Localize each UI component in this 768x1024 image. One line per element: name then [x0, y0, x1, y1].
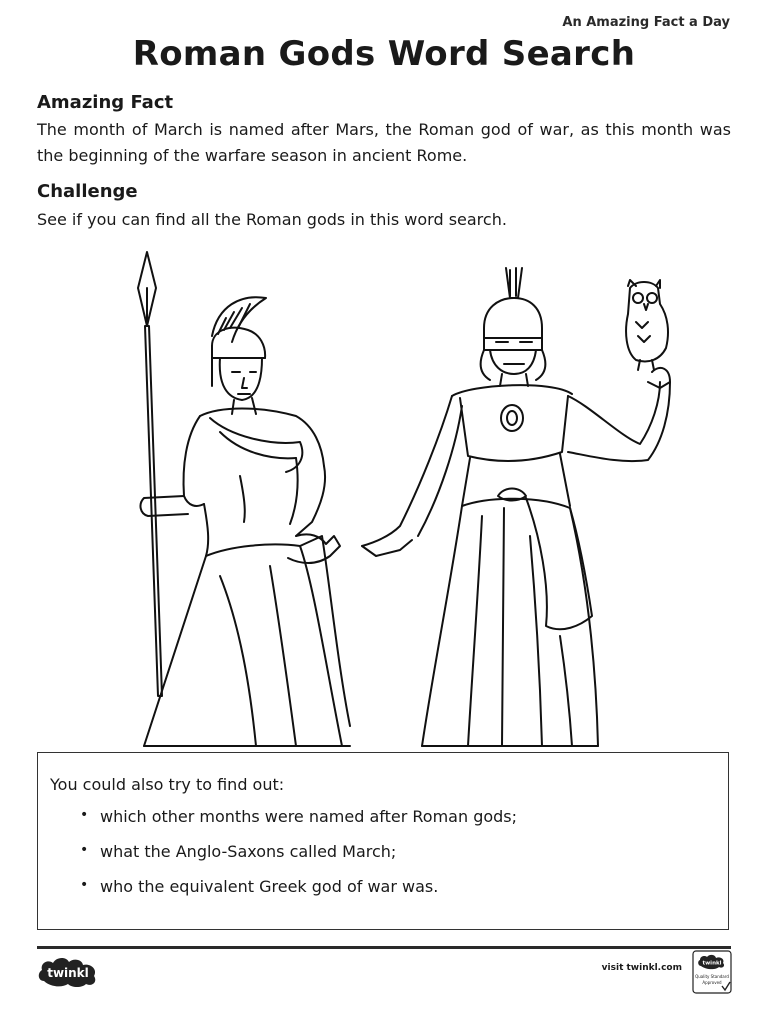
challenge-text: See if you can find all the Roman gods in this word search. [37, 210, 507, 229]
quality-badge [692, 950, 732, 994]
list-item: • who the equivalent Greek god of war was. [80, 877, 517, 912]
badge-caption-1: Quality Standard [695, 974, 729, 979]
logo-text: twinkl [47, 966, 89, 980]
extra-intro: You could also try to find out: [50, 775, 285, 794]
roman-gods-illustration [100, 246, 700, 752]
extra-activities-box [37, 752, 729, 930]
badge-brand: twinkl [702, 960, 722, 967]
fact-text: The month of March is named after Mars, the Roman god of war, as this month was the beginning of the warfare season in ancient Rome. [37, 120, 731, 165]
list-item: • which other months were named after Roman gods; [80, 807, 517, 842]
visit-link[interactable]: visit twinkl.com [601, 963, 682, 973]
fact-heading: Amazing Fact [37, 92, 174, 113]
extra-list [80, 807, 517, 912]
mars-figure [138, 252, 350, 746]
page-title: Roman Gods Word Search [132, 34, 636, 74]
challenge-heading: Challenge [37, 181, 138, 202]
footer-rule [37, 946, 731, 949]
badge-caption-2: Approved [702, 980, 722, 985]
minerva-figure [362, 268, 670, 746]
list-item: • what the Anglo-Saxons called March; [80, 842, 517, 877]
twinkl-logo[interactable] [36, 955, 100, 989]
header-tagline: An Amazing Fact a Day [562, 15, 730, 30]
